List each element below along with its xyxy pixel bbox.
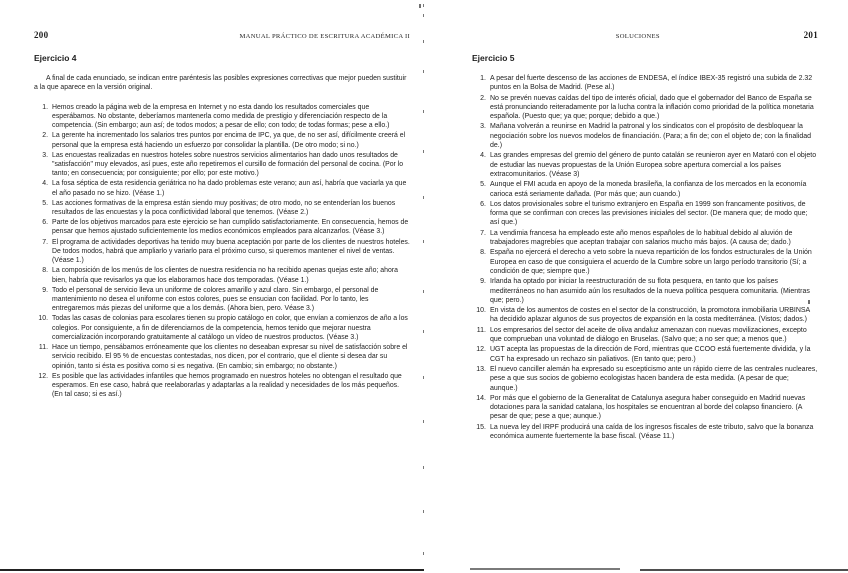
list-item: 7. El programa de actividades deportivas ha tenido muy buena aceptación por parte de los clientes de nuestros hoteles. De todos modos, habrá que ampliarlo y variarlo para el próximo curso, si queremos mantener el nivel de ventas. (Véase 1.) xyxy=(42,238,410,265)
list-item: 10. En vista de los aumentos de costes en el sector de la construcción, la promotora inmobiliaria URBINSA ha decidido aplazar algunos de sus proyectos de expansión en la costa mediterránea. (Vistos; dados.) xyxy=(476,307,810,324)
scan-edge-left xyxy=(0,569,424,571)
list-item: 11. Hace un tiempo, pensábamos erróneamente que los clientes no deseaban expresar su nivel de satisfacción sobre el servicio recibido. El 95 % de encuestas contestadas, nos dicen, por el contrario, que el cliente si desea dar su opinión, tanto si ésta es positiva como si es negativa. (En cambio; sin embargo; no obstante.) xyxy=(38,343,408,370)
right-running-head: SOLUCIONES xyxy=(615,33,660,40)
list-item: 9. Todo el personal de servicio lleva un uniforme de colores amarillo y azul claro. Sin embargo, el personal de mantenimiento no desea el uniforme con estos colores, pues se ensucian con facilidad. Por lo tanto, les entregaremos más piezas del uniforme que a los demás. (Ahora bien, pero. Véase 3.) xyxy=(42,286,379,313)
list-item: 8. La composición de los menús de los clientes de nuestra residencia no ha recibido apenas quejas este año; ahora bien, habría que revisarlos ya que los elaborarnos hace dos temporadas. (Véase 1.) xyxy=(42,267,398,284)
list-item: 14. Por más que el gobierno de la Generalitat de Catalunya asegura haber conseguido en Madrid nuevas dotaciones para la sanidad catalana, los hospitales se encuentran al borde del colapso financiero. (A pesar de que; pese a que; aunque.) xyxy=(476,394,806,421)
list-item: 5. Aunque el FMI acuda en apoyo de la moneda brasileña, la confianza de los mercados en la economía carioca está seriamente dañada. (Por más que; aun cuando.) xyxy=(480,181,807,198)
list-item: 2. La gerente ha incrementado los salarios tres puntos por encima de IPC, ya que, de no ser así, difícilmente creerá el personal que la empresa está haciendo un esfuerzo por consolidar la plantilla. (De otro modo; si no.) xyxy=(42,132,406,149)
exercise-4-heading: Ejercicio 4 xyxy=(34,53,77,63)
right-running-header xyxy=(472,30,818,40)
list-item: 5. Las acciones formativas de la empresa están siendo muy positivas; de otro modo, no se entenderían los buenos resultados de las encuestas y la poca conflictividad laboral que tenemos. (Véase 2.) xyxy=(42,199,396,217)
list-item: 12. UGT acepta las propuestas de la dirección de Ford, mientras que CCOO está fuertemente dividida, y la CGT ha expresado un rechazo sin paliativos. (En tanto que; pero.) xyxy=(476,346,811,363)
exercise-4-intro: A final de cada enunciado, se indican entre paréntesis las posibles expresiones correctivas que mejor pueden sustituir a la que aparece en la versión original. xyxy=(34,75,407,92)
list-item: 12. Es posible que las actividades infantiles que hemos programado en nuestros hoteles no obtengan el resultado que esperamos. En ese caso, habrá que reelaborarlas y adaptarlas a la realidad y necesidades de los más pequeños. (En tal caso; si es así.) xyxy=(38,372,402,399)
left-running-header xyxy=(34,30,410,40)
list-item: 10. Todas las casas de colonias para escolares tienen su propio catálogo en color, que envían a comienzos de año a los colegios. Por consiguiente, a fin de diferenciarnos de la competencia, hemos tenido que mejorar nuestra comercialización incorporando gratuitamente al catálogo un vídeo de nuestros productos. (Véase 3.) xyxy=(38,315,408,341)
list-item: 1. A pesar del fuerte descenso de las acciones de ENDESA, el índice IBEX-35 registró una subida de 2.32 puntos en la Bolsa de Madrid. (Pese al.) xyxy=(480,75,813,92)
list-item: 7. La vendimia francesa ha empleado este año menos españoles de lo habitual debido al aluvión de trabajadores magrebíes que aceptan trabajar con salarios mucho más bajos. (A causa de; dado.) xyxy=(480,229,793,247)
scan-edge-right-2 xyxy=(640,569,848,571)
left-page-number: 200 xyxy=(34,30,49,40)
scan-edge-right xyxy=(470,568,620,570)
list-item: 3. Las encuestas realizadas en nuestros hoteles sobre nuestros servicios alimentarios han dado unos resultados de "satisfacción" muy elevados, así pues, este año repetiremos el cursillo de formación del personal de cocina. (Por lo tanto; en consecuencia; por consiguiente; por ello; por este motivo.) xyxy=(42,151,404,178)
exercise-5-list xyxy=(472,74,818,441)
right-page-number: 201 xyxy=(803,30,818,40)
list-item: 2. No se prevén nuevas caídas del tipo de interés oficial, dado que el gobernador del Banco de España se está pronunciando reiteradamente por la lucha contra la inflación como prioridad de la política monetaria española. (Puesto que; ya que; porque; debido a que.) xyxy=(480,94,814,121)
exercise-4-list xyxy=(34,103,410,400)
list-item: 4. La fosa séptica de esta residencia geriátrica no ha dado problemas este verano; aun así, habría que vaciarla ya que el año pasado no se hizo. (Véase 1.) xyxy=(42,180,407,197)
list-item: 6. Parte de los objetivos marcados para este ejercicio se han cumplido satisfactoriamente. En consecuencia, hemos de pensar que hemos ajustado suficientemente los medios económicos empleados para alcanzarlos. (Véase 3.) xyxy=(42,219,409,236)
list-item: 9. Irlanda ha optado por iniciar la reestructuración de su flota pesquera, en tanto que los países mediterráneos no han asumido aún los resultados de la nueva política pesquera comunitaria. (Mientras que; pero.) xyxy=(480,278,810,304)
list-item: 3. Mañana volverán a reunirse en Madrid la patronal y los sindicatos con el propósito de desbloquear la negociación sobre los nuevos modelos de financiación. (Para; a fin de; con el objeto de; con la finalidad de.) xyxy=(480,123,812,150)
list-item: 6. Los datos provisionales sobre el turismo extranjero en España en 1999 son francamente positivos, de forma que se confirman con creces las previsiones iniciales del sector. (De manera que; de modo que; así que.) xyxy=(480,200,808,227)
list-item: 13. El nuevo canciller alemán ha expresado su escepticismo ante un rápido cierre de las centrales nucleares, pese a que sus socios de gobierno ecologistas hacen bandera de esta medida. (A pesar de que; aunque.) xyxy=(476,365,818,392)
right-page xyxy=(424,0,848,573)
list-item: 15. La nueva ley del IRPF producirá una caída de los ingresos fiscales de este tributo, salvo que la bonanza económica aumente fuertemente la base fiscal. (Véase 11.) xyxy=(476,423,814,440)
list-item: 8. España no ejercerá el derecho a veto sobre la nueva repartición de los fondos estructurales de la Unión Europea en caso de que consiguiera el acuerdo de la Cumbre sobre un largo período transitorio (Sí; a condición de que; siempre que.) xyxy=(480,249,812,275)
list-item: 4. Las grandes empresas del gremio del género de punto catalán se reunieron ayer en Mataró con el objeto de estudiar las nuevas propuestas de la Unión Europea sobre apertura comercial a los países extracomunitarios. (Véase 3) xyxy=(480,152,817,178)
scan-smudge xyxy=(419,4,421,8)
list-item: 11. Los empresarios del sector del aceite de oliva andaluz amenazan con nuevas movilizaciones, excepto que comprueban una voluntad de diálogo en Bruselas. (Salvo que; a no ser que; a menos que.) xyxy=(476,326,807,344)
exercise-5-heading: Ejercicio 5 xyxy=(472,53,515,63)
list-item: 1. Hemos creado la página web de la empresa en Internet y no esta dando los resultados comerciales que esperábamos. No obstante, deberíamos mantenerla como medida de prestigio y diferenciación respecto de la competencia. (Sin embargo; aun así; de todos modos; a pesar de ello; con todo; de todas formas; pese a ello.) xyxy=(42,103,390,130)
left-running-head: MANUAL PRÁCTICO DE ESCRITURA ACADÉMICA II xyxy=(239,33,410,40)
scan-smudge xyxy=(808,300,810,304)
